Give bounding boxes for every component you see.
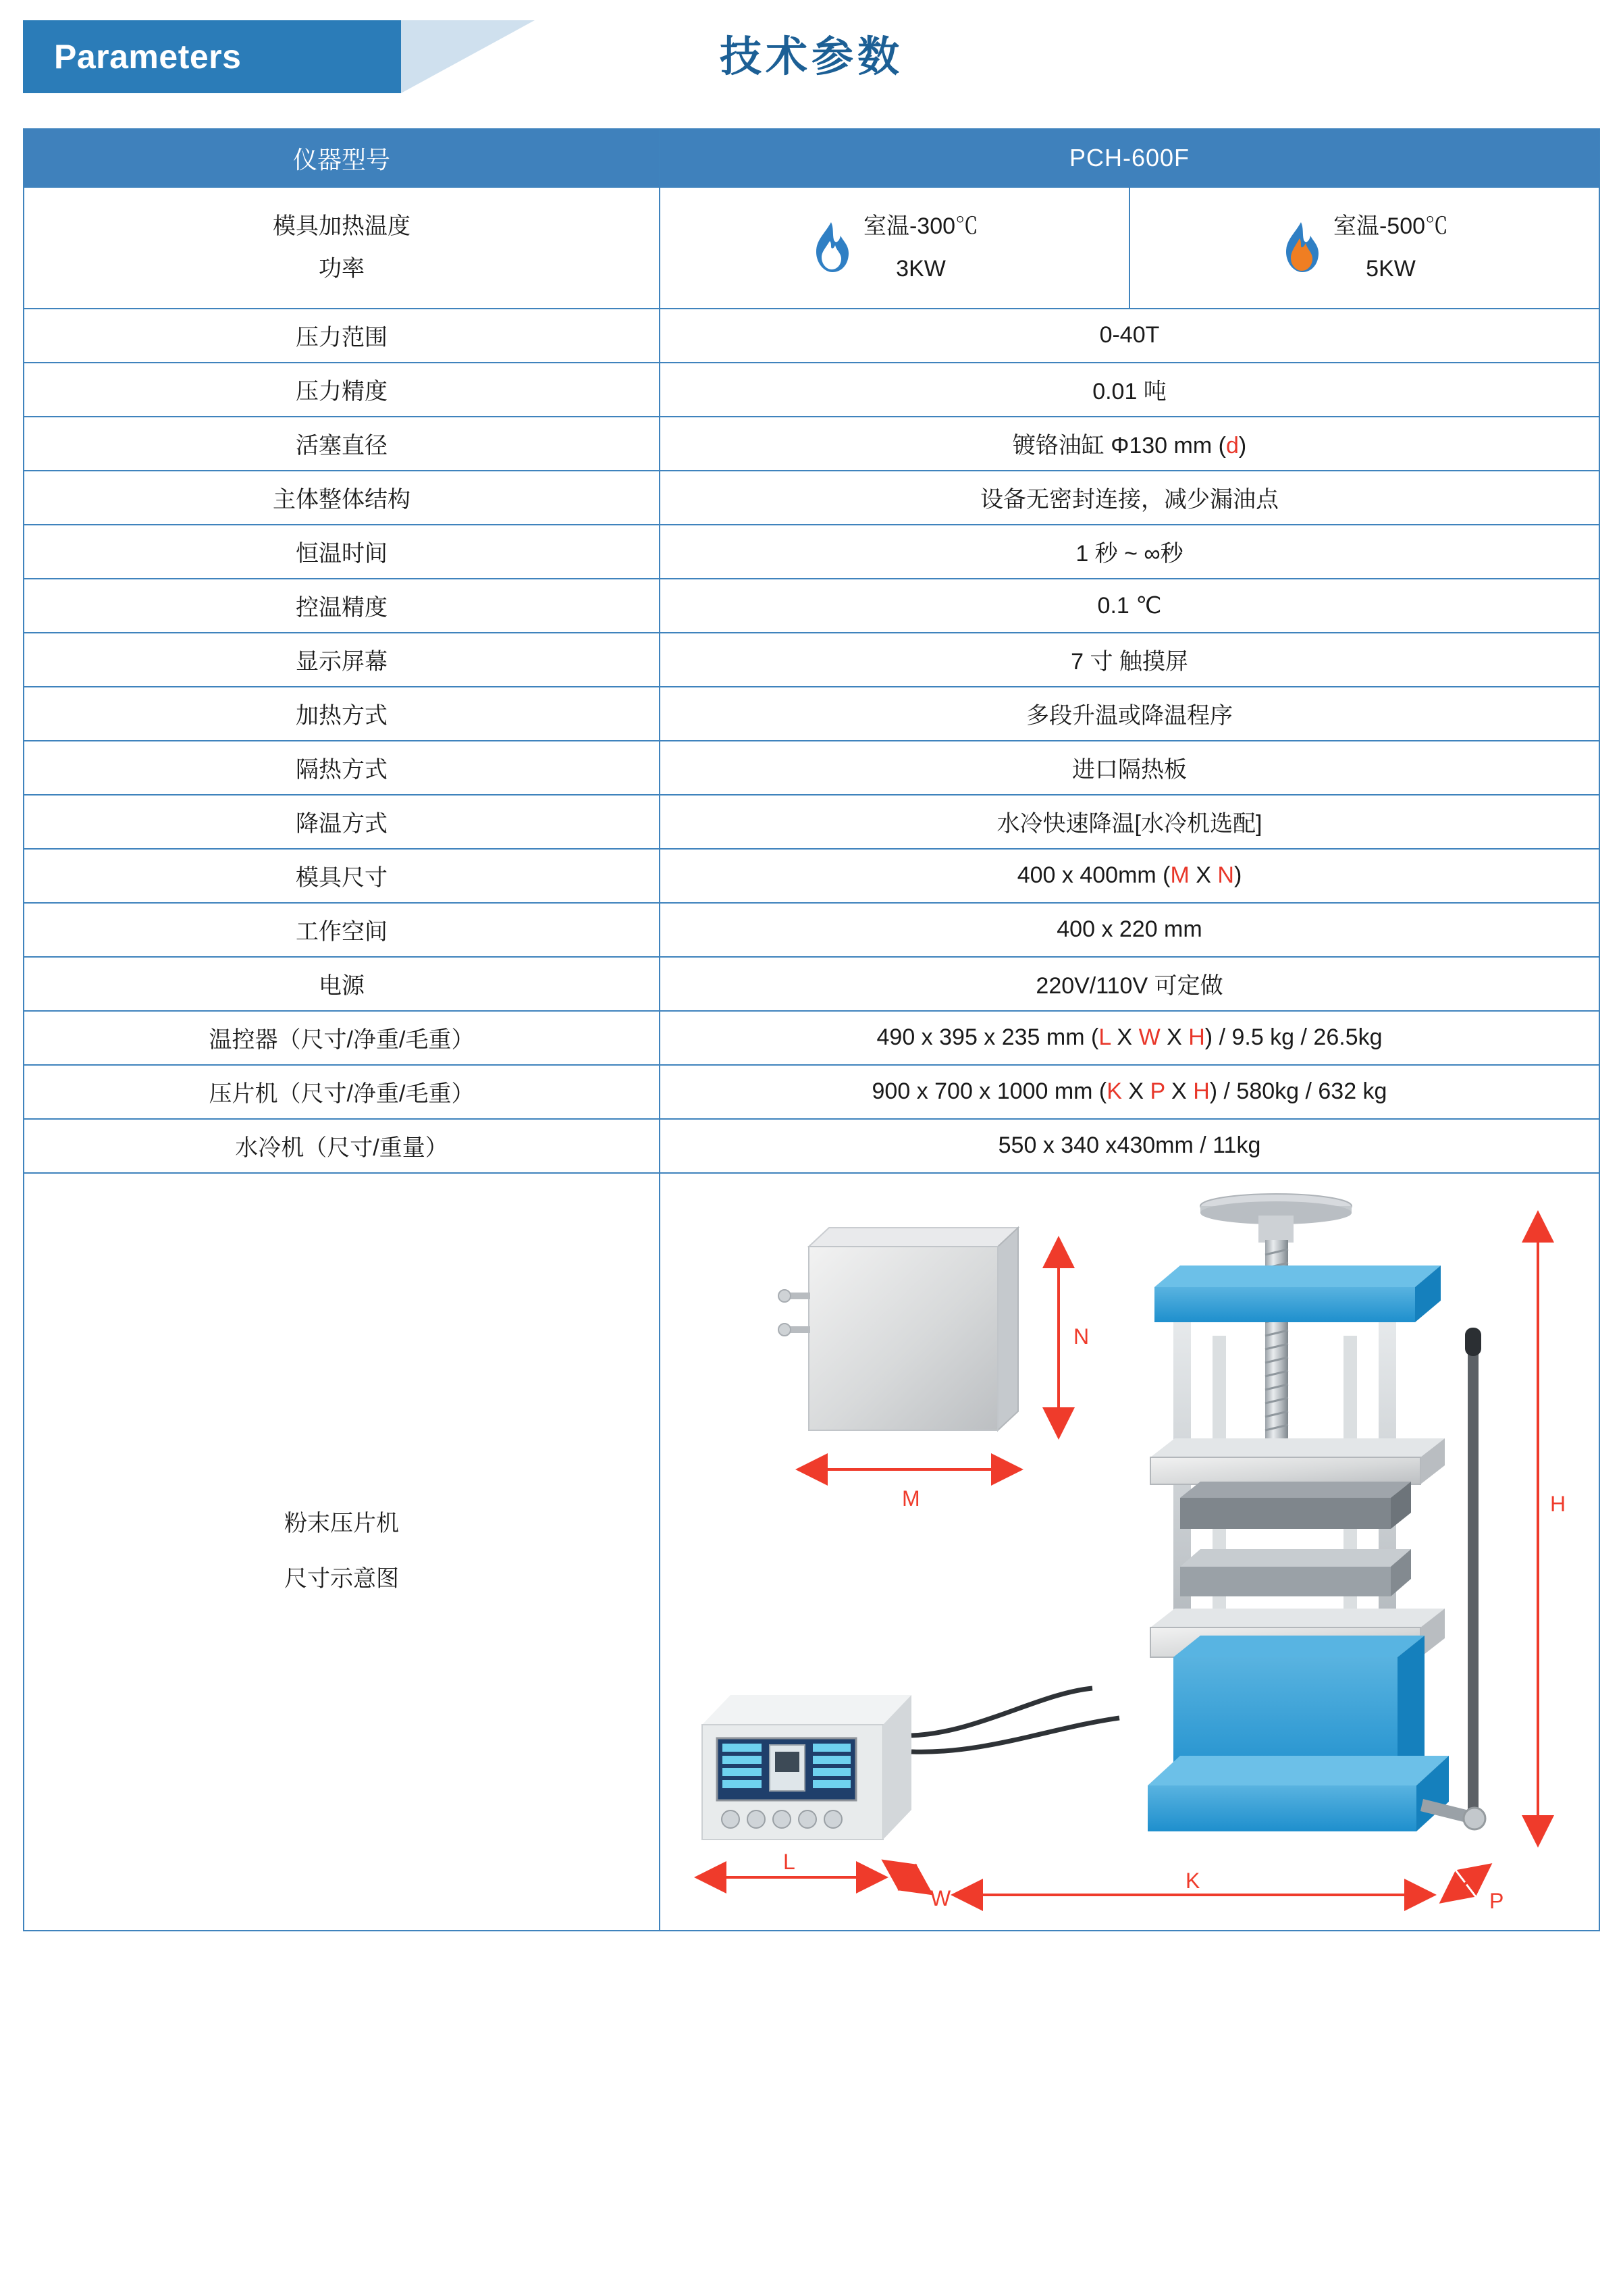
model-label: 仪器型号 [24, 129, 660, 187]
row-label: 降温方式 [24, 795, 660, 849]
specifications-table [23, 128, 1600, 1931]
row-value: 400 x 400mm (M X N) [660, 849, 1599, 903]
flame-icon-orange [1281, 221, 1321, 275]
diagram-label-line2: 尺寸示意图 [284, 1565, 399, 1592]
table-row [24, 363, 1599, 417]
row-label: 水冷机（尺寸/重量） [24, 1119, 660, 1173]
row-label: 显示屏幕 [24, 633, 660, 687]
heating-option-2-temperature: 室温-500℃ [1333, 213, 1449, 239]
table-row [24, 795, 1599, 849]
dimension-H [1538, 1216, 1566, 1842]
heating-option-2-power: 5KW [1366, 255, 1416, 282]
mold-block [778, 1228, 1018, 1430]
row-label: 隔热方式 [24, 741, 660, 795]
heating-option-2 [1129, 188, 1599, 308]
page-title: 技术参数 [719, 32, 903, 81]
dimension-label-L: L [783, 1849, 795, 1874]
table-row [24, 849, 1599, 903]
table-row [24, 579, 1599, 633]
dimension-label-K: K [1186, 1868, 1200, 1893]
heating-label [24, 187, 660, 309]
table-row [24, 687, 1599, 741]
row-value: 0.01 吨 [660, 363, 1599, 417]
row-label: 恒温时间 [24, 525, 660, 579]
heating-label-line2: 功率 [319, 255, 365, 282]
table-row [24, 471, 1599, 525]
table-row [24, 417, 1599, 471]
row-value: 0-40T [660, 309, 1599, 363]
table-row [24, 633, 1599, 687]
dimension-label-H: H [1550, 1491, 1566, 1516]
row-label: 电源 [24, 957, 660, 1011]
table-row [24, 1119, 1599, 1173]
row-label: 温控器（尺寸/净重/毛重） [24, 1011, 660, 1065]
dimension-P [1443, 1867, 1504, 1913]
row-value: 490 x 395 x 235 mm (L X W X H) / 9.5 kg / 26.5kg [660, 1011, 1599, 1065]
dimension-label-P: P [1489, 1888, 1504, 1913]
press-machine-illustration [660, 1174, 1599, 1930]
row-label: 压片机（尺寸/净重/毛重） [24, 1065, 660, 1119]
diagram-cell [660, 1173, 1599, 1931]
row-value: 设备无密封连接，减少漏油点 [660, 471, 1599, 525]
heating-option-1-power: 3KW [896, 255, 946, 282]
heating-option-1-temperature: 室温-300℃ [863, 213, 979, 239]
row-value: 900 x 700 x 1000 mm (K X P X H) / 580kg / 632 kg [660, 1065, 1599, 1119]
row-value: 0.1 ℃ [660, 579, 1599, 633]
model-value: PCH-600F [660, 129, 1599, 187]
row-label: 控温精度 [24, 579, 660, 633]
parameters-banner-label: Parameters [54, 38, 242, 76]
row-value: 220V/110V 可定做 [660, 957, 1599, 1011]
row-label: 工作空间 [24, 903, 660, 957]
row-value: 400 x 220 mm [660, 903, 1599, 957]
heating-label-line1: 模具加热温度 [273, 213, 410, 239]
row-label: 活塞直径 [24, 417, 660, 471]
diagram-label [24, 1173, 660, 1931]
dimension-label-N: N [1073, 1324, 1090, 1349]
row-value: 1 秒 ~ ∞秒 [660, 525, 1599, 579]
temperature-controller [702, 1688, 1119, 1840]
row-value: 进口隔热板 [660, 741, 1599, 795]
table-row [24, 1011, 1599, 1065]
table-row [24, 309, 1599, 363]
dimension-N [1059, 1241, 1089, 1434]
table-row [24, 525, 1599, 579]
table-row-diagram [24, 1173, 1599, 1931]
table-row [24, 741, 1599, 795]
row-value: 多段升温或降温程序 [660, 687, 1599, 741]
press-machine-diagram [660, 1174, 1599, 1930]
heating-options-cell [660, 187, 1599, 309]
dimension-M [801, 1469, 1018, 1511]
table-row [24, 903, 1599, 957]
row-label: 主体整体结构 [24, 471, 660, 525]
dimension-label-W: W [930, 1885, 951, 1910]
dimension-label-M: M [902, 1486, 920, 1511]
row-value: 水冷快速降温[水冷机选配] [660, 795, 1599, 849]
row-label: 加热方式 [24, 687, 660, 741]
table-row-model [24, 129, 1599, 187]
table-row-heating [24, 187, 1599, 309]
flame-icon-blue [811, 221, 851, 275]
page-header [23, 0, 1600, 128]
row-value: 7 寸 触摸屏 [660, 633, 1599, 687]
row-value: 镀铬油缸 Φ130 mm (d) [660, 417, 1599, 471]
diagram-label-line1: 粉末压片机 [284, 1511, 399, 1537]
row-value: 550 x 340 x430mm / 11kg [660, 1119, 1599, 1173]
dimension-L [699, 1850, 883, 1877]
table-row [24, 1065, 1599, 1119]
row-label: 模具尺寸 [24, 849, 660, 903]
row-label: 压力范围 [24, 309, 660, 363]
table-row [24, 957, 1599, 1011]
dimension-K [956, 1869, 1431, 1895]
hydraulic-press [1148, 1194, 1485, 1831]
heating-option-1 [660, 188, 1129, 308]
row-label: 压力精度 [24, 363, 660, 417]
dimension-W [886, 1862, 951, 1910]
